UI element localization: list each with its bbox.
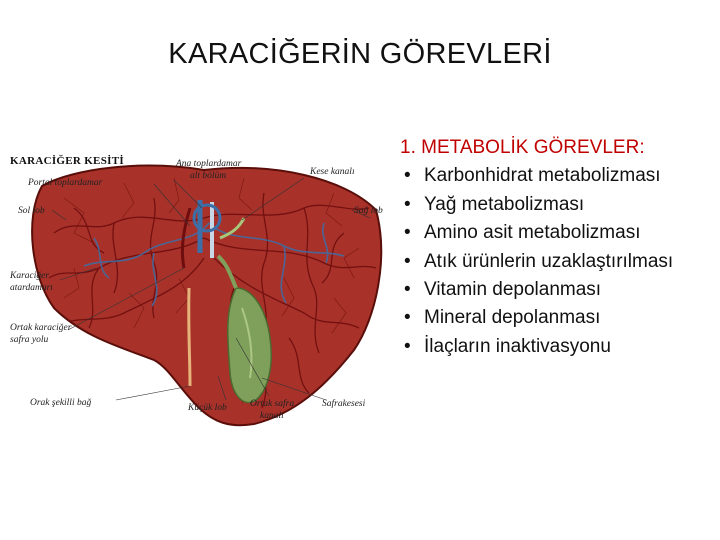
- label-ortak-safra-kanali-1: Ortak safra: [250, 399, 295, 409]
- list-item: • Vitamin depolanması: [400, 276, 715, 304]
- label-ortak-karaciger-safra-2: safra yolu: [10, 335, 49, 345]
- figure-heading: KARACİĞER KESİTİ: [10, 155, 124, 167]
- liver-cross-section-figure: [4, 138, 388, 428]
- list-item: • Yağ metabolizması: [400, 191, 715, 219]
- label-kese-kanali: Kese kanalı: [310, 167, 355, 177]
- label-ortak-safra-kanali-2: kanalı: [260, 411, 284, 421]
- list-item: • Atık ürünlerin uzaklaştırılması: [400, 248, 715, 276]
- label-safrakesesi: Safrakesesi: [322, 399, 366, 409]
- label-karaciger-atardamari-1: Karaciğer: [10, 271, 50, 281]
- function-list: [400, 162, 715, 361]
- label-sag-lob: Sağ lob: [354, 206, 383, 216]
- label-orak-sekilli-bag: Orak şekilli bağ: [30, 398, 92, 408]
- list-item: • Mineral depolanması: [400, 304, 715, 332]
- label-sol-lob: Sol lob: [18, 206, 45, 216]
- falciform-ligament: [189, 288, 190, 386]
- label-kucuk-lob: Küçük lob: [188, 403, 227, 413]
- label-portal-toplardamar: Portal toplardamar: [28, 178, 103, 188]
- content-block: [400, 134, 715, 361]
- section-heading: 1. METABOLİK GÖREVLER:: [400, 137, 645, 158]
- slide-title: KARACİĞERİN GÖREVLERİ: [168, 38, 552, 70]
- list-item: • Amino asit metabolizması: [400, 219, 715, 247]
- label-ortak-karaciger-safra-1: Ortak karaciğer: [10, 323, 72, 333]
- liver-illustration: [4, 138, 388, 428]
- label-ana-toplardamar-alt: alt bölüm: [190, 171, 227, 181]
- label-ana-toplardamar: Ana toplardamar: [176, 159, 242, 169]
- list-item: • İlaçların inaktivasyonu: [400, 333, 715, 361]
- list-item: • Karbonhidrat metabolizması: [400, 162, 715, 190]
- label-karaciger-atardamari-2: atardamarı: [10, 283, 53, 293]
